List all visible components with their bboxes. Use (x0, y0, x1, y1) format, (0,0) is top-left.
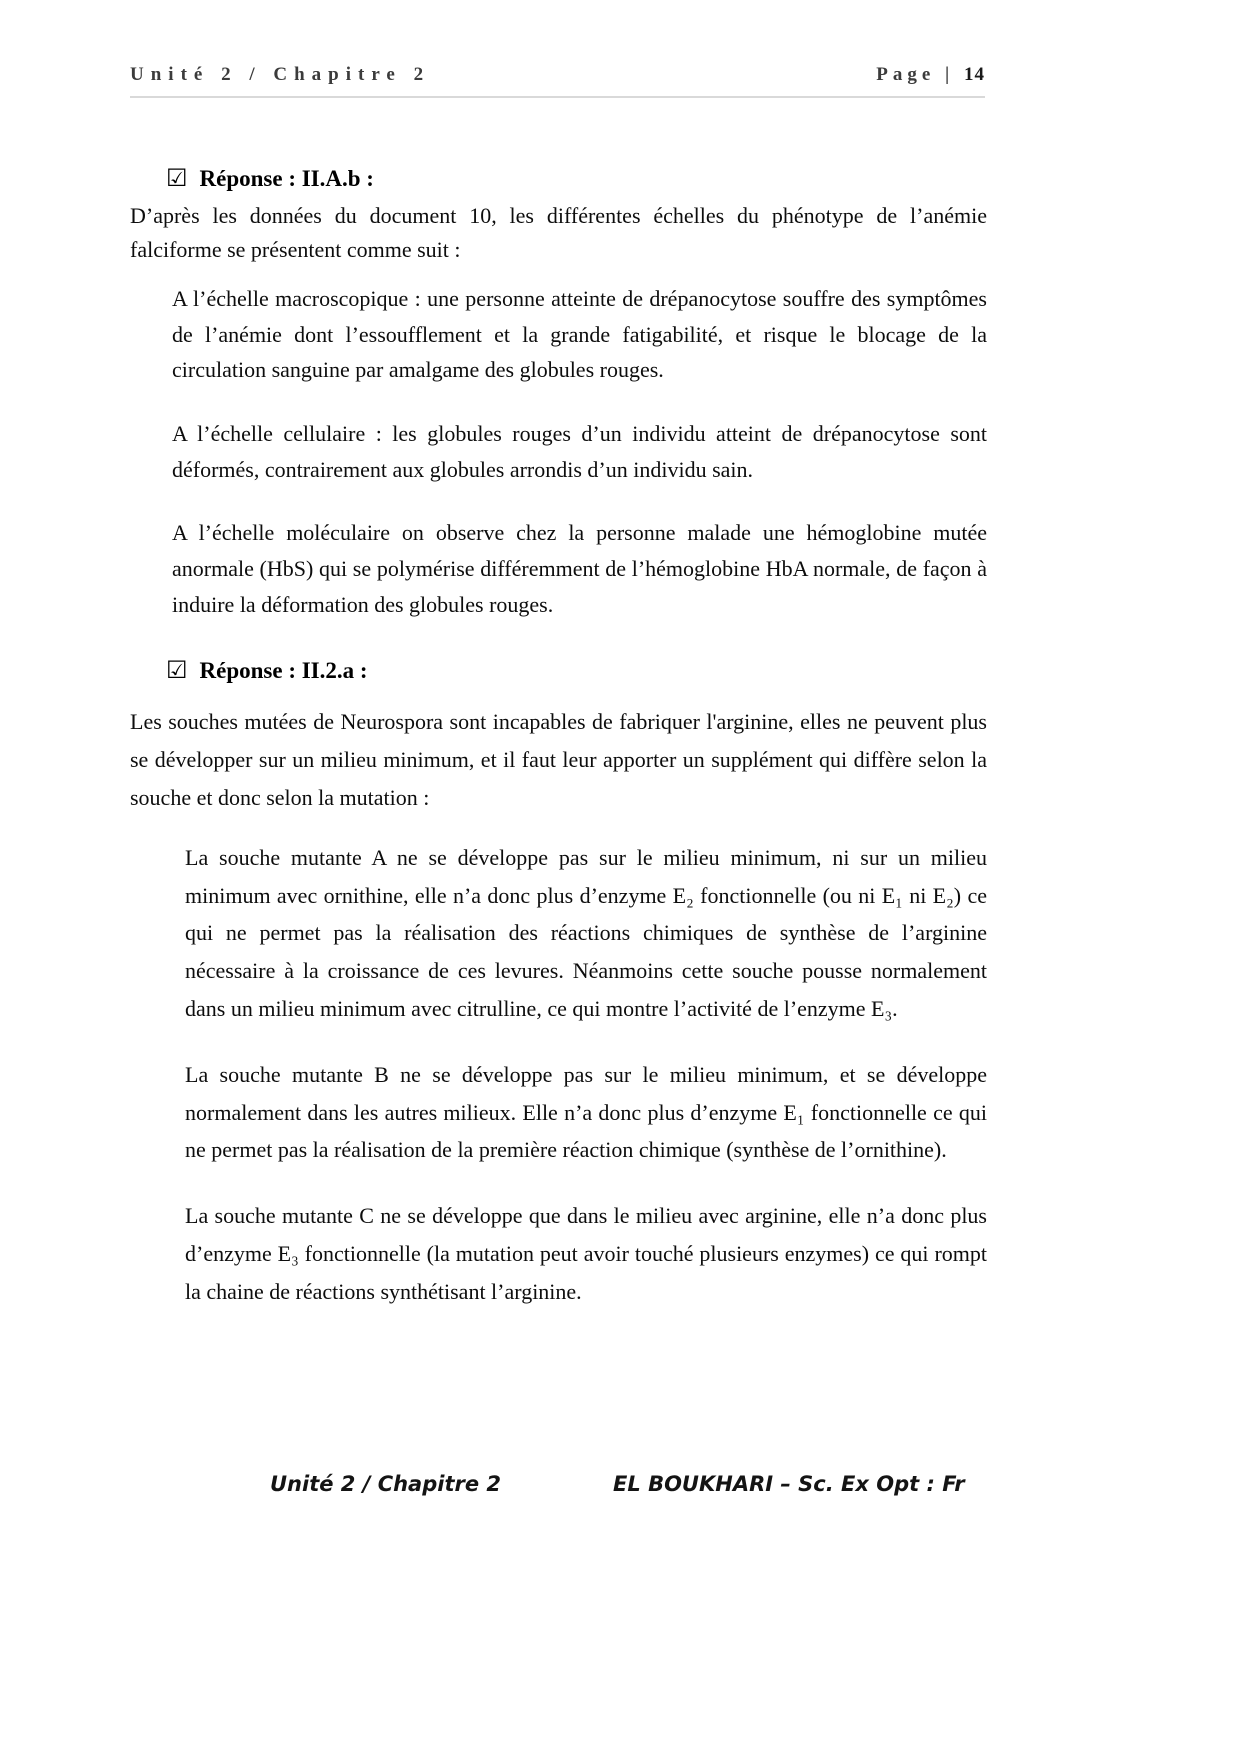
footer-author: EL BOUKHARI – Sc. Ex Opt : Fr (613, 1472, 965, 1496)
document-body (130, 164, 987, 1311)
section-heading-IIAb (166, 164, 987, 193)
paragraph-moleculaire: A l’échelle moléculaire on observe chez la personne malade une hémoglobine mutée anormale (HbS) qui se polymérise différemment de l’hémoglobine HbA normale, de façon à induire la déformation des globules rouges. (172, 520, 987, 617)
page-header (130, 64, 985, 98)
checkbox-checked-icon: ☑ (166, 658, 188, 685)
paragraph-intro: D’après les données du document 10, les différentes échelles du phénotype de l’anémie falciforme se présentent comme suit : (130, 203, 987, 263)
page-footer (0, 1472, 1240, 1496)
paragraph-macroscopique: A l’échelle macroscopique : une personne atteinte de drépanocytose souffre des symptômes de l’anémie dont l’essoufflement et la grande fatigabilité, et risque le blocage de la circulation sanguine par amalgame des globules rouges. (172, 286, 987, 383)
section-heading-II2a (166, 656, 987, 685)
footer-chapter: Unité 2 / Chapitre 2 (270, 1472, 502, 1496)
paragraph-souche-B: La souche mutante B ne se développe pas sur le milieu minimum, et se développe normalement dans les autres milieux. Elle n’a donc plus d’enzyme E₁ fonctionnelle ce qui ne permet pas la réalisation de la première réaction chimique (synthèse de l’ornithine). (185, 1061, 987, 1163)
paragraph-souche-C: La souche mutante C ne se développe que dans le milieu avec arginine, elle n’a donc plus d’enzyme E₃ fonctionnelle (la mutation peut avoir touché plusieurs enzymes) ce qui rompt la chaine de réactions synthétisant l’arginine. (185, 1203, 987, 1304)
header-chapter-title: Unité 2 / Chapitre 2 (130, 64, 431, 85)
paragraph-cellulaire: A l’échelle cellulaire : les globules rouges d’un individu atteint de drépanocytose sont déformés, contrairement aux globules arrondis d’un individu sain. (172, 421, 987, 482)
header-page-label: Page | (876, 64, 955, 85)
paragraph-souche-A: La souche mutante A ne se développe pas sur le milieu minimum, ni sur un milieu minimum avec ornithine, elle n’a donc plus d’enzyme E₂ fonctionnelle (ou ni E₁ ni E₂) ce qui ne permet pas la réalisation des réactions chimiques de synthèse de l’arginine nécessaire à la croissance de ces levures. Néanmoins cette souche pousse normalement dans un milieu minimum avec citrulline, ce qui montre l’activité de l’enzyme E₃. (185, 844, 987, 1021)
checkbox-checked-icon: ☑ (166, 166, 188, 192)
paragraph-intro: Les souches mutées de Neurospora sont incapables de fabriquer l'arginine, elles ne peuvent plus se développer sur un milieu minimum, et il faut leur apporter un supplément qui diffère selon la souche et donc selon la mutation : (130, 709, 987, 810)
section-heading-text: Réponse : II.2.a : (199, 658, 368, 684)
section-heading-text: Réponse : II.A.b : (199, 166, 374, 191)
header-page-indicator (876, 64, 985, 86)
header-page-number: 14 (964, 64, 985, 85)
